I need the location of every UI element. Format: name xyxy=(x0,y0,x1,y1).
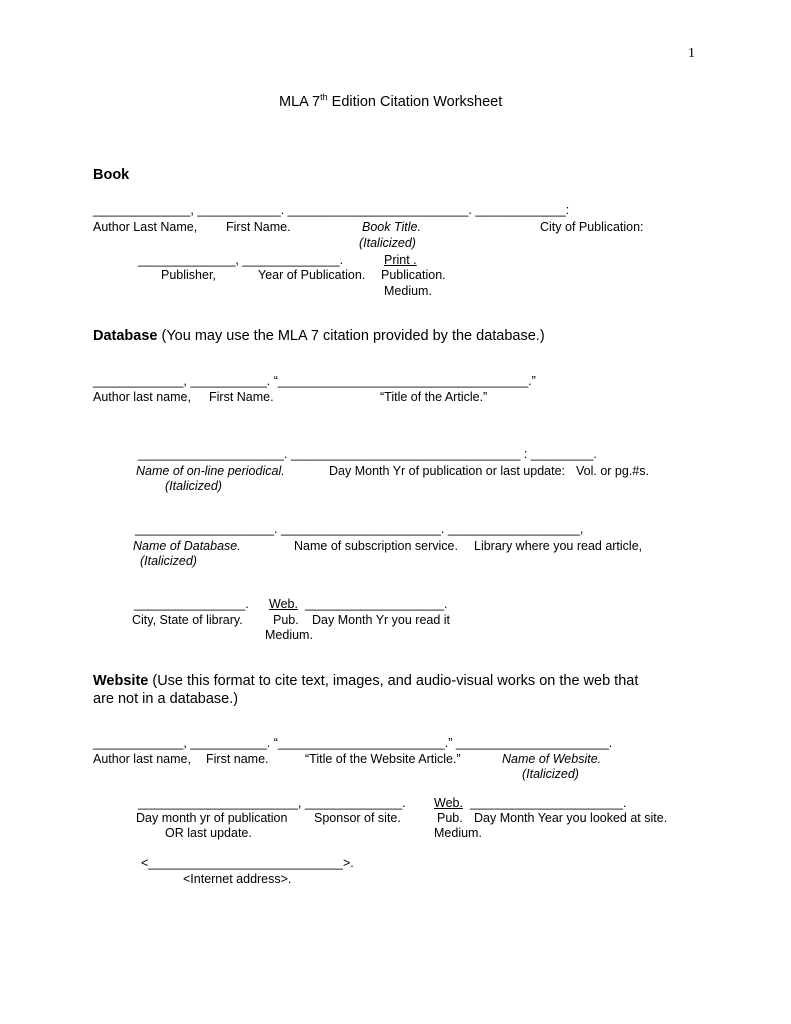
book-citation-line-2: ______________, ______________. xyxy=(138,253,344,267)
label-pub: Pub. xyxy=(273,613,299,627)
label-title-of-article: “Title of the Article.” xyxy=(380,390,488,404)
label-first-name: First Name. xyxy=(226,220,291,234)
website-heading-note: (Use this format to cite text, images, and audio-visual works on the web that xyxy=(148,673,639,689)
database-heading xyxy=(93,327,545,345)
label-italicized: (Italicized) xyxy=(165,479,222,493)
website-citation-line-1: _____________, ___________. “________________________.” ______________________. xyxy=(93,736,613,750)
label-publication-date: Day Month Yr of publication or last update: xyxy=(329,464,566,478)
label-author-last-name: Author last name, xyxy=(93,752,191,766)
label-subscription-service: Name of subscription service. xyxy=(294,539,458,553)
label-date-looked: Day Month Year you looked at site. xyxy=(474,811,668,825)
label-medium: Medium. xyxy=(384,284,432,298)
label-name-of-website: Name of Website. xyxy=(502,752,602,766)
label-sponsor: Sponsor of site. xyxy=(314,811,401,825)
database-heading-title: Database xyxy=(93,328,158,344)
label-date-read: Day Month Yr you read it xyxy=(312,613,451,627)
label-year-of-publication: Year of Publication. xyxy=(258,268,366,282)
date-looked-blank: ______________________. xyxy=(470,796,627,810)
label-website-article-title: “Title of the Website Article.” xyxy=(305,752,461,766)
database-citation-line-2: _____________________. _________________________________ : _________. xyxy=(138,447,597,461)
database-citation-line-1: _____________, ___________. “____________________________________.” xyxy=(93,374,536,388)
website-citation-line-2: _______________________, ______________. xyxy=(138,796,406,810)
label-first-name: First name. xyxy=(206,752,269,766)
label-publication: Publication. xyxy=(381,268,446,282)
title-text: MLA 7 xyxy=(279,94,321,110)
label-italicized: (Italicized) xyxy=(140,554,197,568)
label-or-last-update: OR last update. xyxy=(165,826,252,840)
label-author-last-name: Author Last Name, xyxy=(93,220,198,234)
website-heading-note-cont: are not in a database.) xyxy=(93,691,239,707)
label-medium: Medium. xyxy=(265,628,313,642)
web-medium-text: Web. xyxy=(434,796,463,810)
label-medium: Medium. xyxy=(434,826,482,840)
label-city-of-publication: City of Publication: xyxy=(540,220,644,234)
label-publisher: Publisher, xyxy=(161,268,216,282)
label-internet-address: <Internet address>. xyxy=(183,872,292,886)
database-citation-line-3: ____________________. _______________________. ___________________, xyxy=(135,522,584,536)
date-read-blank: ____________________. xyxy=(305,597,448,611)
website-heading-title: Website xyxy=(93,673,149,689)
website-citation-line-3: <____________________________>. xyxy=(141,856,354,870)
book-citation-line-1: ______________, ____________. __________________________. _____________: xyxy=(93,203,570,217)
label-italicized: (Italicized) xyxy=(522,767,579,781)
database-citation-line-4: ________________. xyxy=(134,597,249,611)
label-online-periodical: Name of on-line periodical. xyxy=(136,464,285,478)
label-book-title: Book Title. xyxy=(362,220,421,234)
page-title xyxy=(279,93,502,111)
label-city-state: City, State of library. xyxy=(132,613,243,627)
label-pub: Pub. xyxy=(437,811,463,825)
label-library: Library where you read article, xyxy=(474,539,643,553)
label-author-last-name: Author last name, xyxy=(93,390,191,404)
print-medium-text: Print . xyxy=(384,253,417,267)
database-heading-note: (You may use the MLA 7 citation provided by the database.) xyxy=(157,328,545,344)
website-heading xyxy=(93,672,638,690)
book-heading: Book xyxy=(93,167,130,183)
title-superscript: th xyxy=(320,92,328,103)
page-number: 1 xyxy=(688,46,695,61)
label-first-name: First Name. xyxy=(209,390,274,404)
label-italicized: (Italicized) xyxy=(359,236,416,250)
label-date-of-publication: Day month yr of publication xyxy=(136,811,288,825)
label-vol-pages: Vol. or pg.#s. xyxy=(576,464,649,478)
web-medium-text: Web. xyxy=(269,597,298,611)
label-name-of-database: Name of Database. xyxy=(133,539,241,553)
title-text-rest: Edition Citation Worksheet xyxy=(327,94,503,110)
